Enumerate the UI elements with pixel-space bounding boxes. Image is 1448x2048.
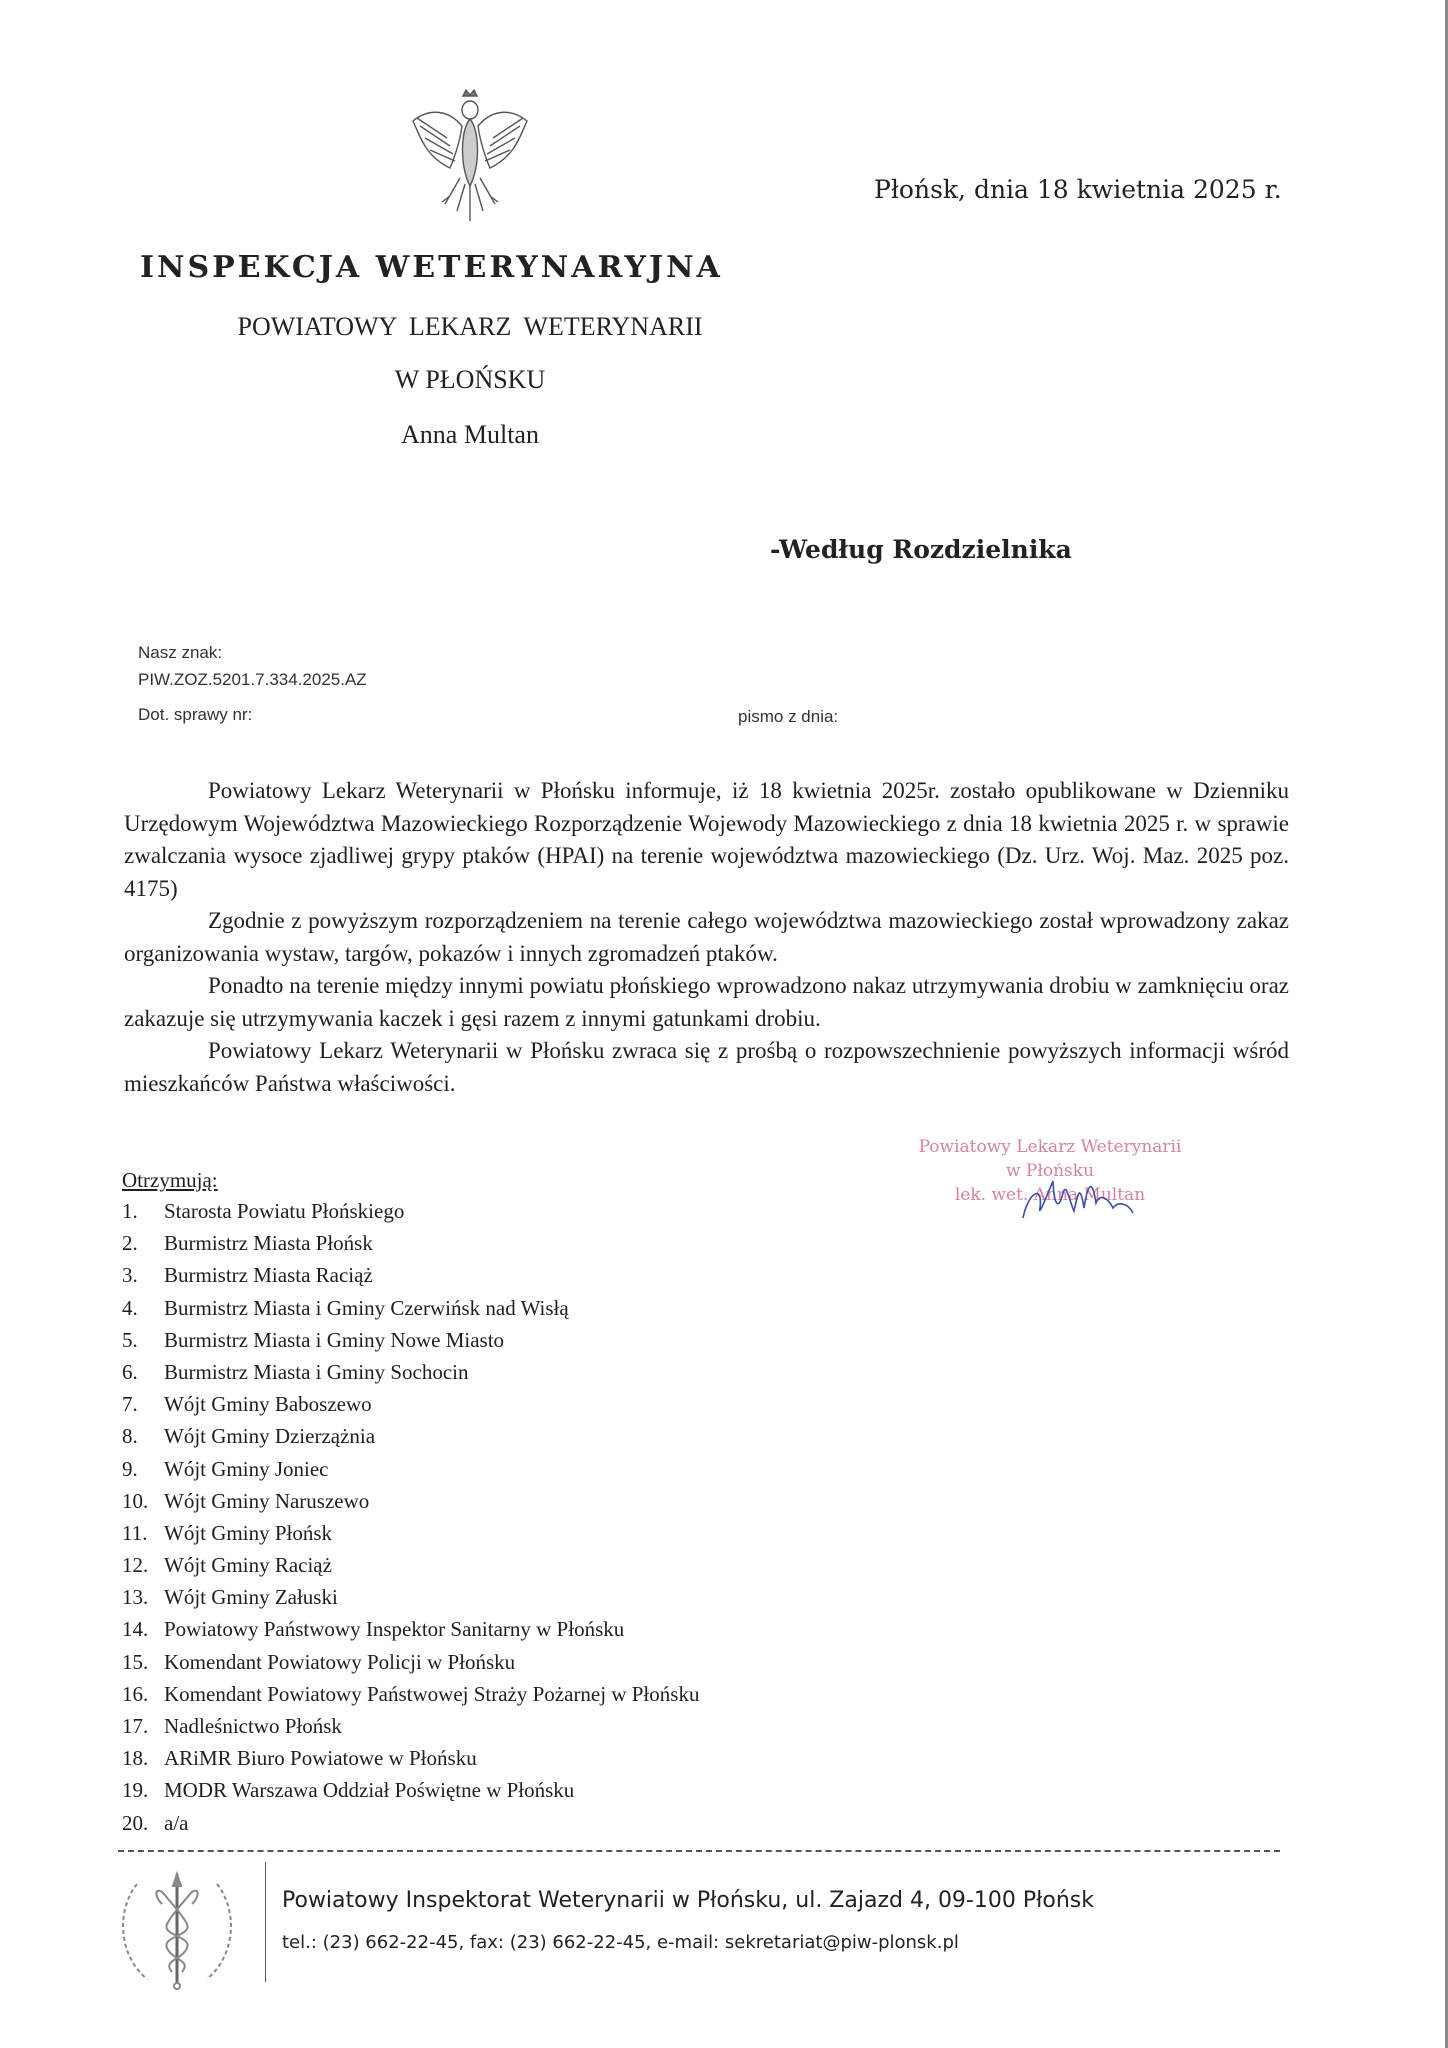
list-item: 7. Wójt Gminy Baboszewo <box>122 1392 372 1417</box>
caduceus-logo-icon <box>112 1864 242 1992</box>
distribution-label: Otrzymują: <box>122 1168 218 1192</box>
list-item: 3. Burmistrz Miasta Raciąż <box>122 1263 373 1288</box>
our-ref-label: Nasz znak: <box>138 643 223 662</box>
body-paragraph: Ponadto na terenie między innymi powiatu płońskiego wprowadzono nakaz utrzymywania drobiu w zamknięciu oraz zakazuje się utrzymywania kaczek i gęsi razem z innymi gatunkami drobiu. <box>124 973 1289 1031</box>
office-title: POWIATOWY LEKARZ WETERYNARII <box>237 312 703 341</box>
polish-eagle-icon <box>405 86 535 226</box>
list-item: 8. Wójt Gminy Dzierzążnia <box>122 1424 376 1449</box>
office-location: W PŁOŃSKU <box>394 365 546 394</box>
body-paragraph: Powiatowy Lekarz Weterynarii w Płońsku zwraca się z prośbą o rozpowszechnienie powyższych informacji wśród mieszkańców Państwa właściwości. <box>124 1038 1289 1096</box>
date-line: Płońsk, dnia 18 kwietnia 2025 r. <box>874 175 1282 204</box>
case-number-label: Dot. sprawy nr: <box>138 705 253 724</box>
list-item: 20. a/a <box>122 1810 189 1835</box>
signature-icon <box>1018 1173 1138 1223</box>
institution-title: INSPEKCJA WETERYNARYJNA <box>140 250 723 285</box>
list-item: 9. Wójt Gminy Joniec <box>122 1456 329 1481</box>
list-item: 14. Powiatowy Państwowy Inspektor Sanitarny w Płońsku <box>122 1617 625 1642</box>
stamp-line-title: Powiatowy Lekarz Weterynarii <box>918 1137 1182 1157</box>
letter-date-label: pismo z dnia: <box>738 707 839 726</box>
footer-separator <box>118 1850 1280 1852</box>
list-item: 16. Komendant Powiatowy Państwowej Straży Pożarnej w Płońsku <box>122 1681 700 1706</box>
list-item: 10. Wójt Gminy Naruszewo <box>122 1488 370 1513</box>
footer-address: Powiatowy Inspektorat Weterynarii w Płońsku, ul. Zajazd 4, 09-100 Płońsk <box>282 1888 1094 1913</box>
list-item: 1. Starosta Powiatu Płońskiego <box>122 1199 405 1223</box>
list-item: 11. Wójt Gminy Płońsk <box>122 1520 333 1545</box>
list-item: 15. Komendant Powiatowy Policji w Płońsku <box>122 1649 516 1674</box>
official-name: Anna Multan <box>401 420 539 449</box>
list-item: 5. Burmistrz Miasta i Gminy Nowe Miasto <box>122 1327 505 1352</box>
footer-contact: tel.: (23) 662-22-45, fax: (23) 662-22-45, e-mail: sekretariat@piw-plonsk.pl <box>282 1932 959 1953</box>
list-item: 13. Wójt Gminy Załuski <box>122 1585 338 1610</box>
letter-body <box>124 775 1289 1100</box>
recipient-heading: -Według Rozdzielnika <box>770 535 1072 564</box>
list-item: 18. ARiMR Biuro Powiatowe w Płońsku <box>122 1746 477 1771</box>
list-item: 2. Burmistrz Miasta Płońsk <box>122 1231 373 1256</box>
stamp-line-location: w Płońsku <box>1005 1161 1095 1181</box>
list-item: 17. Nadleśnictwo Płońsk <box>122 1714 342 1738</box>
body-paragraph: Zgodnie z powyższym rozporządzeniem na terenie całego województwa mazowieckiego został wprowadzony zakaz organizowania wystaw, targów, pokazów i innych zgromadzeń ptaków. <box>124 908 1289 966</box>
list-item: 6. Burmistrz Miasta i Gminy Sochocin <box>122 1359 469 1384</box>
our-ref-value: PIW.ZOZ.5201.7.334.2025.AZ <box>138 670 367 689</box>
official-stamp <box>870 1135 1230 1207</box>
list-item: 12. Wójt Gminy Raciąż <box>122 1553 332 1578</box>
distribution-list <box>122 1168 699 1843</box>
list-item: 4. Burmistrz Miasta i Gminy Czerwińsk nad Wisłą <box>122 1295 569 1320</box>
list-item: 19. MODR Warszawa Oddział Poświętne w Płońsku <box>122 1778 575 1803</box>
footer-divider <box>265 1862 266 1982</box>
stamp-line-name: lek. wet. Anna Multan <box>954 1185 1146 1205</box>
body-paragraph: Powiatowy Lekarz Weterynarii w Płońsku informuje, iż 18 kwietnia 2025r. zostało opublikowane w Dzienniku Urzędowym Województwa Mazowieckiego Rozporządzenie Wojewody Mazowieckiego z dnia 18 kwietnia 2025 r. w sprawie zwalczania wysoce zjadliwej grypy ptaków (HPAI) na terenie województwa mazowieckiego (Dz. Urz. Woj. Maz. 2025 poz. 4175) <box>124 778 1289 901</box>
